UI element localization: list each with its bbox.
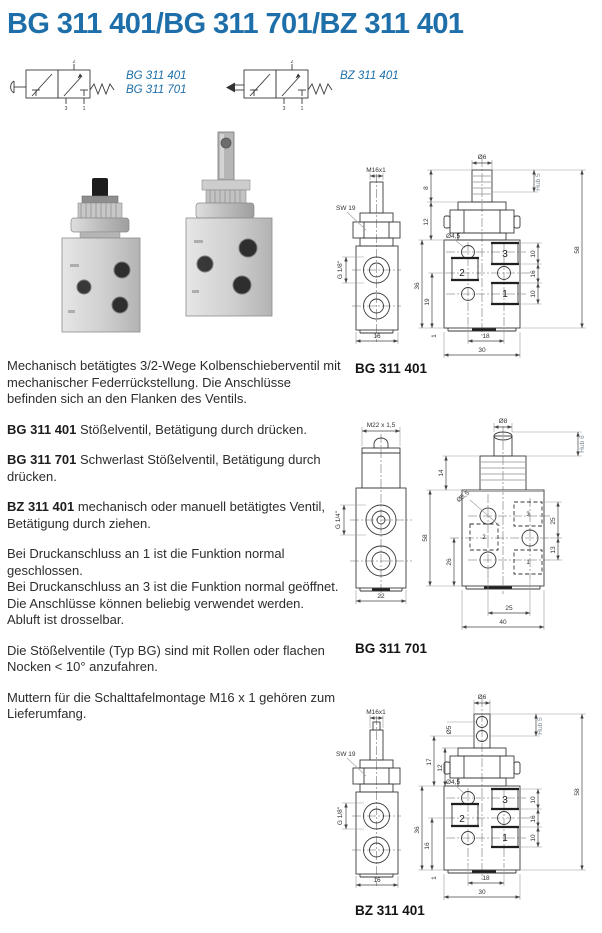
variant-text: Stößelventil, Betätigung durch drücken. [80,421,307,437]
dim-right-mid: 16 [530,270,537,278]
valve-photo-bg [62,178,140,332]
dim-hole-dia: Ø5,5 [455,489,471,504]
symbol-label-bz-401: BZ 311 401 [340,70,399,82]
note-nuts: Muttern für die Schalttafelmontage M16 x 1 gehören zum Lieferumfang. [7,689,336,721]
technical-drawing-bg-311-401 [334,146,602,364]
symbol-label-bg-701: BG 311 701 [126,84,187,96]
front-view [414,154,586,358]
variant-code: BG 311 401 [7,421,77,437]
dim-pin-h: 17 [426,758,433,766]
page-title: BG 311 401/BG 311 701/BZ 311 401 [7,8,464,40]
dim-total-h: 58 [574,788,581,796]
dim-pin-dia: Ø5 [446,725,453,735]
dim-right-mid: 16 [530,815,537,823]
symbol-port-1: 1 [300,106,304,112]
dim-body-h: 36 [414,282,421,290]
dim-right-bot: 10 [530,834,537,842]
dim-side-width: 16 [373,333,381,340]
port-3-label: 3 [502,795,508,806]
dim-12: 12 [437,764,444,772]
dim-inner-h: 19 [424,298,431,306]
function-line: Bei Druckanschluss an 3 ist die Funktion normal geöffnet. [7,579,339,594]
description-column [7,358,341,737]
dim-right-bot: 13 [550,546,557,554]
variant-bz401 [7,499,341,532]
dim-thread: M22 x 1,5 [366,422,396,429]
port-3-label: 3 [526,512,530,518]
dim-body-h: 58 [422,534,429,542]
dim-holes-w: 25 [505,605,513,612]
dim-hub: Hub 5 [535,173,542,191]
dim-inner-h: 26 [446,558,453,566]
port-2-label: 2 [459,814,465,825]
symbol-port-3: 3 [64,106,68,112]
valve-photo-bz [186,132,272,316]
dim-side-width: 22 [377,593,385,600]
dim-side-width: 16 [373,877,381,884]
dim-body-h: 36 [414,826,421,834]
dim-inner-h: 16 [424,842,431,850]
dim-port-thread: G 1/8" [337,806,344,826]
technical-drawing-bg-311-701 [334,398,602,638]
dim-thread: M16x1 [366,709,386,716]
dim-hub: Hub 6 [579,435,586,453]
dim-sw: SW 19 [336,205,356,212]
dim-stem-dia: Ø6 [477,154,487,161]
dim-right-top: 10 [530,250,537,258]
symbol-port-top: 2 [72,60,76,65]
side-view [336,709,401,888]
drawing-caption-bg-311-401: BG 311 401 [355,361,428,376]
port-1-label: 1 [502,289,508,300]
pneumatic-symbol-bg [11,60,187,112]
front-view [422,418,586,630]
symbol-port-3: 3 [282,106,286,112]
variant-code: BZ 311 401 [7,499,75,514]
dim-stem-dia: Ø6 [477,694,487,701]
dim-8: 8 [423,186,430,190]
function-line: Abluft ist drosselbar. [7,612,125,627]
port-1-label: 1 [526,560,530,566]
front-view [414,694,586,900]
dim-base: 1 [431,334,438,338]
dim-right-bot: 10 [530,290,537,298]
dim-port-thread: G 1/4" [335,510,342,530]
side-view [336,167,401,344]
drawing-caption-bz-311-401: BZ 311 401 [355,903,425,918]
port-1-label: 1 [502,833,508,844]
dim-base: 1 [431,876,438,880]
intro-paragraph: Mechanisch betätigtes 3/2-Wege Kolbenschieberventil mit mechanischer Federrückstellung. Die Anschlüsse befinden sich an den Flanken des Ventils. [7,358,341,406]
dim-sw: SW 19 [336,751,356,758]
variant-bg401 [7,422,341,439]
dim-neck-h: 14 [438,469,445,477]
dim-thread: M16x1 [366,167,386,174]
symbol-port-1: 1 [82,106,86,112]
dim-body-w: 30 [478,347,486,354]
function-paragraph [7,546,341,629]
function-line: Die Anschlüsse können beliebig verwendet werden. [7,595,305,611]
dim-hub: Hub 5 [537,717,544,735]
note-rollers: Die Stößelventile (Typ BG) sind mit Rollen oder flachen Nocken < 10° anzufahren. [7,642,325,674]
dim-right-top: 10 [530,796,537,804]
port-2-label: 2 [459,268,465,279]
variant-code: BG 311 701 [7,452,77,467]
port-2-label: 2 [482,535,486,541]
variant-bg701 [7,452,341,485]
dim-right-top: 25 [550,517,557,525]
technical-drawing-bz-311-401 [334,688,602,910]
dim-body-w: 40 [499,619,507,626]
function-line: Bei Druckanschluss an 1 ist die Funktion normal geschlossen. [7,546,285,578]
dim-hole-dia: Ø4,5 [446,233,461,240]
dim-total-h: 58 [574,246,581,254]
dim-12: 12 [423,218,430,226]
pneumatic-symbols [6,60,446,118]
product-photo [22,128,312,336]
side-view [335,422,412,604]
dim-port-thread: G 1/8" [337,260,344,280]
symbol-port-top: 2 [290,60,294,65]
dim-holes-w: 18 [482,875,490,882]
port-3-label: 3 [502,249,508,260]
dim-stem-dia: Ø8 [498,418,508,425]
dim-body-w: 30 [478,889,486,896]
symbol-label-bg-401: BG 311 401 [126,70,187,82]
variant-text: Schwerlast Stößelventil, Betätigung durch drücken. [7,452,321,484]
dim-holes-w: 18 [482,333,490,340]
pneumatic-symbol-bz [226,60,399,112]
drawing-caption-bg-311-701: BG 311 701 [355,641,428,656]
dim-hole-dia: Ø4,5 [446,779,461,786]
variant-text: mechanisch oder manuell betätigtes Ventil, Betätigung durch ziehen. [7,499,325,531]
